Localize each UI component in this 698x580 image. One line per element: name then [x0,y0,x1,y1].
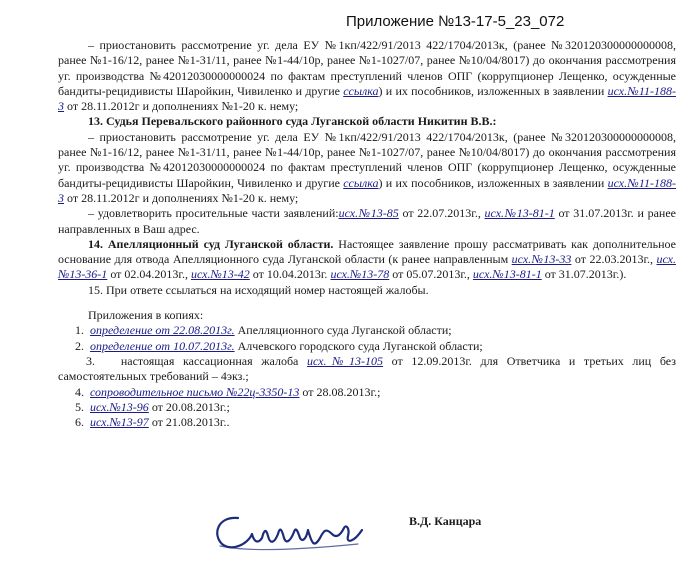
attachments-title: Приложения в копиях: [88,308,204,323]
paragraph-suspend-2: – приостановить рассмотрение уг. дела ЕУ №1кп/422/91/2013 422/1704/2013к, (ранее №320120300000000008, ранее №1-16/12, ранее №1-31/11, ранее №1-44/10р, ранее №1-1027/07, ранее №10/04/8017) до окончания рассмотрения уг. производства №42012030000000024 по фактам преступлений членов ОПГ (коррупционер Лещенко, осужденные бандиты-рецидивисты Шаройкин, Чивиленко и другие ссылка) и их пособников, изложенных в заявлении исх.№11-188-3 от 28.11.2012г и дополнениях №1-20 к. нему; [58,129,676,205]
section-15: 15. При ответе ссылаться на исходящий номер настоящей жалобы. [88,282,429,297]
link-reference[interactable]: исх.№13-33 [511,252,572,267]
attachment-item: 5. исх.№13-96 от 20.08.2013г.; [75,399,230,414]
attachment-item: 4. сопроводительное письмо №22ц-3350-13 от 28.08.2013г.; [75,384,381,399]
link-reference[interactable]: исх.№13-85 [338,206,399,221]
link-reference[interactable]: определение от 22.08.2013г. [90,323,235,338]
link-reference[interactable]: исх.№13-81-1 [472,267,542,282]
link-reference[interactable]: исх.№11-188-3 [58,175,676,205]
section-heading-14: 14. Апелляционный суд Луганской области. [88,236,334,251]
link-reference[interactable]: ссылка [343,83,379,98]
section-heading-13: 13. Судья Перевальского районного суда Луганской области Никитин В.В.: [88,114,497,129]
link-reference[interactable]: исх.№13-81-1 [484,206,555,221]
attachment-item: 1. определение от 22.08.2013г. Апелляционного суда Луганской области; [75,323,452,338]
paragraph-satisfy: – удовлетворить просительные части заявлений:исх.№13-85 от 22.07.2013г., исх.№13-81-1 от 31.07.2013г. и ранее направленных в Ваш адрес. [58,206,677,236]
attachment-item: 2. определение от 10.07.2013г. Алчевского городского суда Луганской области; [75,338,483,353]
section-14: 14. Апелляционный суд Луганской области. Настоящее заявление прошу рассматривать как дополнительное основание для отвода Апелляционного суда Луганской области (к ранее направленным исх.№13-33 от 22.03.2013г., исх.№13-36-1 от 02.04.2013г., исх.№13-42 от 10.04.2013г. исх.№13-78 от 05.07.2013г., исх.№13-81-1 от 31.07.2013г.). [58,236,676,282]
attachment-item: 3. настоящая кассационная жалоба исх.№13-105 от 12.09.2013г. для Ответчика и третьих лиц без самостоятельных требований – 4экз.; [58,353,677,384]
link-reference[interactable]: исх.№13-78 [330,267,390,282]
link-reference[interactable]: исх.№13-97 [90,415,149,430]
handwritten-signature [208,500,368,558]
link-reference[interactable]: определение от 10.07.2013г. [90,338,235,353]
paragraph-suspend-1: – приостановить рассмотрение уг. дела ЕУ №1кп/422/91/2013 422/1704/2013к, (ранее №320120300000000008, ранее №1-16/12, ранее №1-31/11, ранее №1-44/10р, ранее №1-1027/07, ранее №10/04/8017) до окончания рассмотрения уг. производства №42012030000000024 по фактам преступлений членов ОПГ (коррупционер Лещенко, осужденные бандиты-рецидивисты Шаройкин, Чивиленко и другие ссылка) и их пособников, изложенных в заявлении исх.№11-188-3 от 28.11.2012г и дополнениях №1-20 к. нему; [58,38,676,114]
attachment-item: 6. исх.№13-97 от 21.08.2013г.. [75,415,230,430]
link-reference[interactable]: исх.№13-42 [190,267,250,282]
link-reference[interactable]: исх.№13-36-1 [58,252,676,282]
link-reference[interactable]: исх.№13-105 [307,353,384,368]
link-reference[interactable]: исх.№13-96 [90,399,149,414]
document-stamp: Приложение №13-17-5_23_072 [346,13,565,30]
link-reference[interactable]: исх.№11-188-3 [58,83,676,114]
link-reference[interactable]: сопроводительное письмо №22ц-3350-13 [90,384,300,399]
document-body [58,38,676,430]
signatory-name: В.Д. Канцара [409,514,482,528]
link-reference[interactable]: ссылка [343,175,379,190]
